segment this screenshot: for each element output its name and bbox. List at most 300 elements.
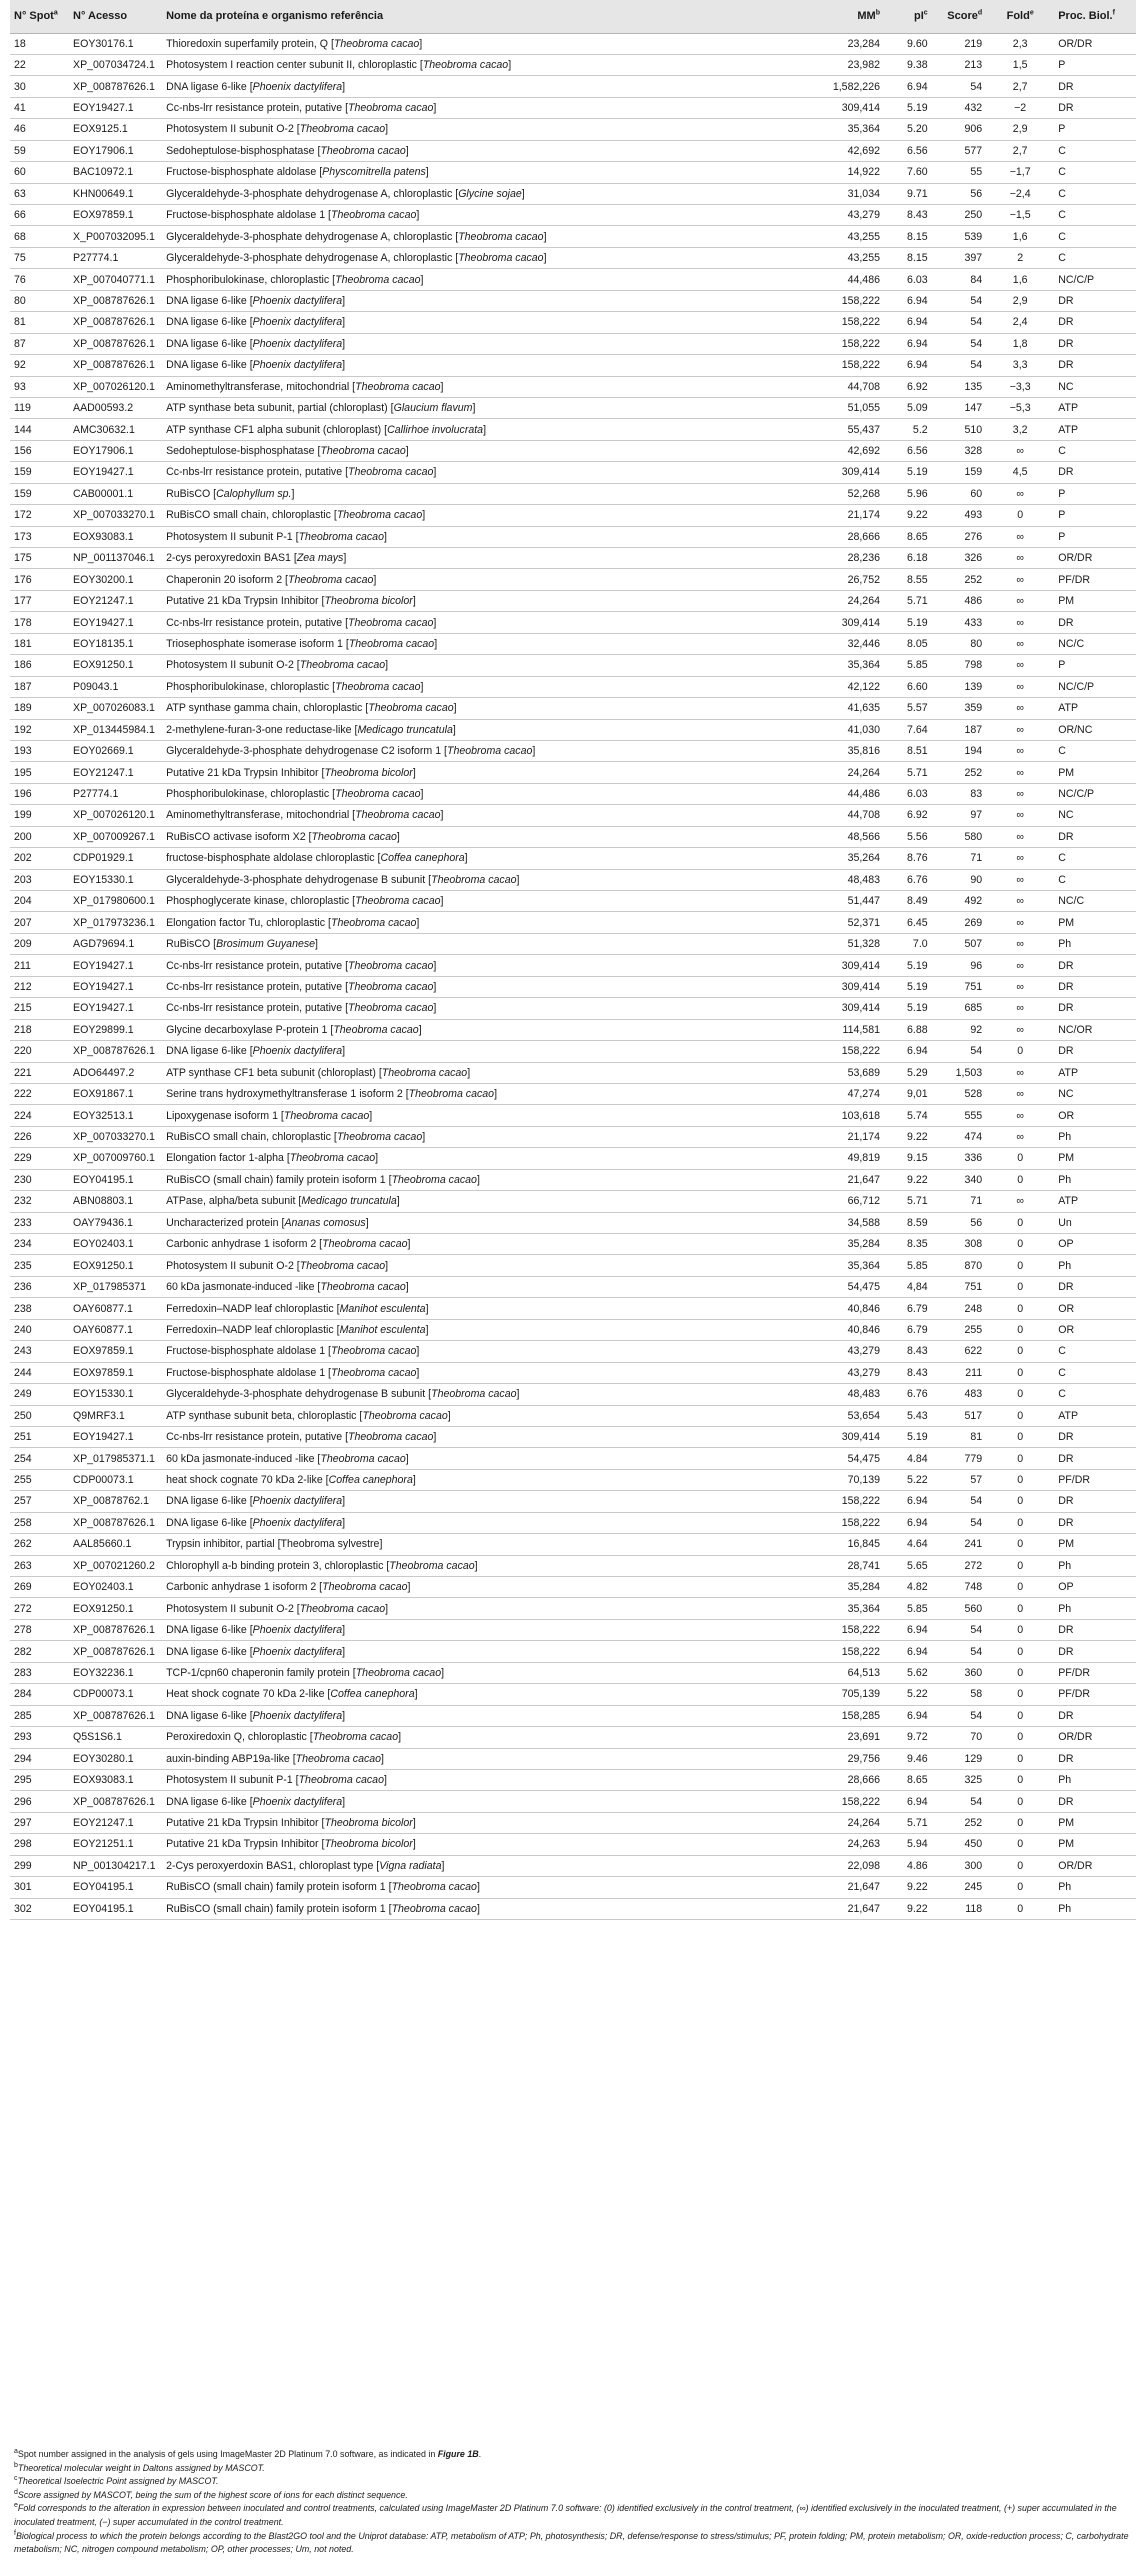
cell-fold: 2,9 (986, 119, 1054, 140)
cell-acesso: EOX97859.1 (69, 205, 162, 226)
cell-nome: Sedoheptulose-bisphosphatase [Theobroma cacao] (162, 440, 782, 461)
cell-score: 159 (932, 462, 986, 483)
table-row (10, 569, 1136, 590)
cell-nome: Putative 21 kDa Trypsin Inhibitor [Theobroma bicolor] (162, 1834, 782, 1855)
organism-name: Glycine sojae (458, 187, 522, 200)
table-row (10, 1641, 1136, 1662)
organism-name: Theobroma cacao (311, 830, 397, 843)
table-row (10, 1662, 1136, 1683)
cell-fold: ∞ (986, 633, 1054, 654)
organism-name: Theobroma cacao (330, 1366, 417, 1379)
table-row (10, 1362, 1136, 1383)
cell-proc: ATP (1054, 1405, 1136, 1426)
cell-fold: ∞ (986, 1105, 1054, 1126)
cell-fold: 0 (986, 1319, 1054, 1340)
protein-name: Serine trans hydroxymethyltransferase 1 isoform 2 (166, 1088, 403, 1101)
cell-mm: 49,819 (782, 1148, 884, 1169)
cell-spot: 294 (10, 1748, 69, 1769)
cell-score: 751 (932, 976, 986, 997)
protein-name: RuBisCO (small chain) family protein isoform 1 (166, 1173, 386, 1186)
header-fold: Fold$^e$ (986, 0, 1054, 33)
table-row (10, 483, 1136, 504)
cell-nome: Photosystem II subunit O-2 [Theobroma cacao] (162, 655, 782, 676)
cell-proc: ATP (1054, 397, 1136, 418)
cell-pi: 9.60 (884, 33, 932, 54)
cell-spot: 18 (10, 33, 69, 54)
protein-name: Photosystem II subunit O-2 (166, 659, 294, 672)
cell-spot: 199 (10, 805, 69, 826)
cell-fold: 0 (986, 1405, 1054, 1426)
cell-nome: Carbonic anhydrase 1 isoform 2 [Theobroma cacao] (162, 1234, 782, 1255)
cell-pi: 5.71 (884, 762, 932, 783)
header-pi: $pI^c$ (884, 0, 932, 33)
cell-nome: Glyceraldehyde-3-phosphate dehydrogenase C2 isoform 1 [Theobroma cacao] (162, 740, 782, 761)
cell-pi: 6.18 (884, 548, 932, 569)
table-row (10, 333, 1136, 354)
cell-mm: 32,446 (782, 633, 884, 654)
cell-score: 580 (932, 826, 986, 847)
cell-mm: 43,279 (782, 205, 884, 226)
cell-mm: 41,635 (782, 698, 884, 719)
cell-spot: 178 (10, 612, 69, 633)
cell-nome: DNA ligase 6-like [Phoenix dactylifera] (162, 333, 782, 354)
table-row (10, 1341, 1136, 1362)
cell-proc: PM (1054, 762, 1136, 783)
cell-score: 248 (932, 1298, 986, 1319)
cell-pi: 6.03 (884, 783, 932, 804)
cell-proc: DR (1054, 1448, 1136, 1469)
table-header (10, 0, 1136, 33)
protein-name: ATPase, alpha/beta subunit (166, 1195, 296, 1208)
table-row (10, 1083, 1136, 1104)
cell-acesso: EOY04195.1 (69, 1898, 162, 1919)
protein-name: DNA ligase 6-like (166, 294, 247, 307)
cell-pi: 9.22 (884, 1126, 932, 1147)
cell-proc: Ph (1054, 1769, 1136, 1790)
cell-nome: Chlorophyll a-b binding protein 3, chloroplastic [Theobroma cacao] (162, 1555, 782, 1576)
cell-pi: 4.84 (884, 1448, 932, 1469)
protein-name: Sedoheptulose-bisphosphatase (166, 144, 315, 157)
table-row (10, 247, 1136, 268)
cell-score: 779 (932, 1448, 986, 1469)
protein-name: RuBisCO (166, 487, 211, 500)
cell-mm: 51,055 (782, 397, 884, 418)
cell-nome: Phosphoglycerate kinase, chloroplastic [Theobroma cacao] (162, 891, 782, 912)
protein-name: Cc-nbs-lrr resistance protein, putative (166, 1431, 343, 1444)
cell-pi: 6.92 (884, 376, 932, 397)
cell-nome: Uncharacterized protein [Ananas comosus] (162, 1212, 782, 1233)
cell-proc: OR/DR (1054, 33, 1136, 54)
cell-fold: ∞ (986, 590, 1054, 611)
organism-name: Glaucium flavum (393, 402, 473, 415)
cell-pi: 6.56 (884, 140, 932, 161)
cell-fold: ∞ (986, 740, 1054, 761)
cell-acesso: NP_001137046.1 (69, 548, 162, 569)
cell-spot: 181 (10, 633, 69, 654)
cell-fold: −1,7 (986, 162, 1054, 183)
cell-nome: DNA ligase 6-like [Phoenix dactylifera] (162, 1041, 782, 1062)
cell-score: 906 (932, 119, 986, 140)
cell-nome: DNA ligase 6-like [Phoenix dactylifera] (162, 355, 782, 376)
cell-fold: ∞ (986, 869, 1054, 890)
cell-fold: 0 (986, 1769, 1054, 1790)
cell-spot: 30 (10, 76, 69, 97)
cell-spot: 159 (10, 462, 69, 483)
organism-name: Theobroma bicolor (324, 1838, 413, 1851)
cell-score: 147 (932, 397, 986, 418)
cell-mm: 158,222 (782, 290, 884, 311)
cell-nome: Aminomethyltransferase, mitochondrial [Theobroma cacao] (162, 805, 782, 826)
cell-acesso: EOY21247.1 (69, 1812, 162, 1833)
cell-score: 276 (932, 526, 986, 547)
cell-fold: 2,7 (986, 76, 1054, 97)
organism-name: Theobroma cacao (295, 1752, 382, 1765)
cell-pi: 6.76 (884, 869, 932, 890)
cell-score: 54 (932, 1619, 986, 1640)
cell-pi: 6.94 (884, 76, 932, 97)
cell-score: 139 (932, 676, 986, 697)
cell-fold: −1,5 (986, 205, 1054, 226)
cell-nome: Fructose-bisphosphate aldolase 1 [Theobroma cacao] (162, 1362, 782, 1383)
protein-name: RuBisCO (small chain) family protein isoform 1 (166, 1881, 386, 1894)
table-row (10, 526, 1136, 547)
cell-acesso: XP_007026120.1 (69, 805, 162, 826)
cell-nome: Heat shock cognate 70 kDa 2-like [Coffea canephora] (162, 1684, 782, 1705)
cell-pi: 6.79 (884, 1298, 932, 1319)
organism-name: Theobroma cacao (333, 37, 420, 50)
cell-acesso: XP_008787626.1 (69, 76, 162, 97)
cell-score: 92 (932, 1019, 986, 1040)
cell-spot: 189 (10, 698, 69, 719)
cell-nome: Fructose-bisphosphate aldolase 1 [Theobroma cacao] (162, 205, 782, 226)
cell-score: 54 (932, 1512, 986, 1533)
cell-acesso: XP_00878762.1 (69, 1491, 162, 1512)
protein-name: ATP synthase CF1 alpha subunit (chloroplast) (166, 423, 382, 436)
cell-proc: Ph (1054, 1555, 1136, 1576)
cell-mm: 158,222 (782, 312, 884, 333)
organism-name: Theobroma bicolor (324, 766, 413, 779)
cell-acesso: XP_007040771.1 (69, 269, 162, 290)
cell-acesso: EOX97859.1 (69, 1362, 162, 1383)
organism-name: Theobroma cacao (458, 252, 544, 265)
cell-fold: 0 (986, 1148, 1054, 1169)
protein-name: 2-cys peroxyredoxin BAS1 (166, 552, 291, 565)
cell-fold: 2,7 (986, 140, 1054, 161)
protein-name: RuBisCO (166, 938, 211, 951)
table-row (10, 1598, 1136, 1619)
cell-pi: 5.94 (884, 1834, 932, 1855)
cell-score: 84 (932, 269, 986, 290)
cell-pi: 6.94 (884, 1791, 932, 1812)
organism-name: Brosimum Guyanese (216, 938, 316, 951)
cell-acesso: EOY02403.1 (69, 1577, 162, 1598)
cell-mm: 29,756 (782, 1748, 884, 1769)
cell-acesso: X_P007032095.1 (69, 226, 162, 247)
cell-score: 325 (932, 1769, 986, 1790)
cell-mm: 309,414 (782, 1426, 884, 1447)
cell-spot: 244 (10, 1362, 69, 1383)
cell-score: 56 (932, 183, 986, 204)
cell-fold: ∞ (986, 719, 1054, 740)
cell-fold: 2 (986, 247, 1054, 268)
cell-score: 748 (932, 1577, 986, 1598)
protein-name: Cc-nbs-lrr resistance protein, putative (166, 980, 343, 993)
cell-mm: 42,122 (782, 676, 884, 697)
protein-name: Triosephosphate isomerase isoform 1 (166, 637, 343, 650)
cell-proc: Ph (1054, 1169, 1136, 1190)
table-row (10, 1212, 1136, 1233)
protein-name: Fructose-bisphosphate aldolase 1 (166, 1345, 326, 1358)
protein-name: Thioredoxin superfamily protein, Q (166, 37, 329, 50)
cell-pi: 5.57 (884, 698, 932, 719)
cell-score: 326 (932, 548, 986, 569)
cell-mm: 28,666 (782, 526, 884, 547)
organism-name: Theobroma cacao (299, 123, 386, 136)
cell-pi: 8.51 (884, 740, 932, 761)
table-row (10, 1298, 1136, 1319)
cell-pi: 8.05 (884, 633, 932, 654)
cell-score: 269 (932, 912, 986, 933)
cell-mm: 158,222 (782, 1491, 884, 1512)
table-row (10, 1534, 1136, 1555)
cell-fold: 0 (986, 1577, 1054, 1598)
cell-fold: ∞ (986, 998, 1054, 1019)
cell-spot: 193 (10, 740, 69, 761)
cell-acesso: XP_013445984.1 (69, 719, 162, 740)
organism-name: Theobroma cacao (446, 745, 533, 758)
protein-table (10, 0, 1136, 1920)
footnote-d: $^d$Score assigned by MASCOT, being the sum of the highest score of ions for each distinct sequence. (14, 2488, 408, 2500)
cell-score: 129 (932, 1748, 986, 1769)
cell-pi: 6.79 (884, 1319, 932, 1340)
cell-mm: 1,582,226 (782, 76, 884, 97)
protein-name: Uncharacterized protein (166, 1216, 279, 1229)
cell-pi: 5.19 (884, 998, 932, 1019)
protein-name: Photosystem II subunit P-1 (166, 530, 293, 543)
cell-nome: fructose-bisphosphate aldolase chloroplastic [Coffea canephora] (162, 848, 782, 869)
cell-score: 252 (932, 569, 986, 590)
cell-mm: 26,752 (782, 569, 884, 590)
table-row (10, 1169, 1136, 1190)
cell-spot: 262 (10, 1534, 69, 1555)
cell-pi: 5.85 (884, 655, 932, 676)
protein-name: DNA ligase 6-like (166, 1516, 247, 1529)
cell-spot: 283 (10, 1662, 69, 1683)
cell-proc: NC/C (1054, 891, 1136, 912)
cell-pi: 4,84 (884, 1276, 932, 1297)
cell-pi: 5.62 (884, 1662, 932, 1683)
cell-nome: Glycine decarboxylase P-protein 1 [Theobroma cacao] (162, 1019, 782, 1040)
protein-name: DNA ligase 6-like (166, 316, 247, 329)
cell-score: 83 (932, 783, 986, 804)
header-mm: $MM^b$ (782, 0, 884, 33)
cell-nome: RuBisCO [Brosimum Guyanese] (162, 933, 782, 954)
cell-pi: 6.76 (884, 1384, 932, 1405)
cell-mm: 35,364 (782, 655, 884, 676)
cell-acesso: EOX91250.1 (69, 655, 162, 676)
cell-nome: Photosystem II subunit P-1 [Theobroma cacao] (162, 1769, 782, 1790)
cell-acesso: XP_007021260.2 (69, 1555, 162, 1576)
cell-proc: OR/DR (1054, 1727, 1136, 1748)
organism-name: Coffea canephora (328, 1474, 413, 1487)
cell-proc: DR (1054, 1748, 1136, 1769)
cell-pi: 8.15 (884, 226, 932, 247)
protein-name: Cc-nbs-lrr resistance protein, putative (166, 102, 343, 115)
cell-spot: 226 (10, 1126, 69, 1147)
protein-name: Sedoheptulose-bisphosphatase (166, 445, 315, 458)
cell-acesso: XP_008787626.1 (69, 290, 162, 311)
cell-fold: ∞ (986, 1126, 1054, 1147)
cell-fold: ∞ (986, 912, 1054, 933)
cell-score: 55 (932, 162, 986, 183)
cell-pi: 7.64 (884, 719, 932, 740)
cell-proc: DR (1054, 1705, 1136, 1726)
cell-acesso: BAC10972.1 (69, 162, 162, 183)
cell-fold: 0 (986, 1491, 1054, 1512)
cell-score: 433 (932, 612, 986, 633)
cell-acesso: XP_017980600.1 (69, 891, 162, 912)
organism-name: Theobroma cacao (408, 1088, 495, 1101)
table-row (10, 1555, 1136, 1576)
cell-acesso: XP_007026083.1 (69, 698, 162, 719)
organism-name: Theobroma cacao (330, 1345, 417, 1358)
cell-fold: 0 (986, 1705, 1054, 1726)
organism-name: Theobroma cacao (333, 1023, 419, 1036)
cell-proc: PM (1054, 912, 1136, 933)
cell-nome: ATP synthase gamma chain, chloroplastic [Theobroma cacao] (162, 698, 782, 719)
cell-score: 359 (932, 698, 986, 719)
cell-acesso: EOY21251.1 (69, 1834, 162, 1855)
cell-proc: Ph (1054, 1598, 1136, 1619)
table-row (10, 376, 1136, 397)
cell-spot: 230 (10, 1169, 69, 1190)
protein-name: Photosystem II subunit O-2 (166, 1259, 294, 1272)
cell-score: 340 (932, 1169, 986, 1190)
cell-fold: ∞ (986, 548, 1054, 569)
table-row (10, 1619, 1136, 1640)
cell-score: 300 (932, 1855, 986, 1876)
cell-fold: ∞ (986, 976, 1054, 997)
cell-nome: RuBisCO small chain, chloroplastic [Theobroma cacao] (162, 505, 782, 526)
cell-spot: 243 (10, 1341, 69, 1362)
protein-name: Carbonic anhydrase 1 isoform 2 (166, 1581, 317, 1594)
organism-name: Phoenix dactylifera (252, 1624, 343, 1637)
cell-nome: Serine trans hydroxymethyltransferase 1 isoform 2 [Theobroma cacao] (162, 1083, 782, 1104)
cell-pi: 6.94 (884, 355, 932, 376)
organism-name: Theobroma cacao (322, 1581, 408, 1594)
cell-fold: 0 (986, 1298, 1054, 1319)
cell-fold: 0 (986, 1727, 1054, 1748)
protein-name: Photosystem II subunit P-1 (166, 1774, 293, 1787)
organism-name: Phoenix dactylifera (252, 316, 343, 329)
organism-name: Ananas comosus (284, 1216, 366, 1229)
protein-name: Putative 21 kDa Trypsin Inhibitor (166, 1817, 319, 1830)
cell-acesso: XP_017985371 (69, 1276, 162, 1297)
cell-nome: Sedoheptulose-bisphosphatase [Theobroma cacao] (162, 140, 782, 161)
cell-fold: 0 (986, 1662, 1054, 1683)
table-row (10, 397, 1136, 418)
cell-score: 194 (932, 740, 986, 761)
table-row (10, 783, 1136, 804)
cell-spot: 202 (10, 848, 69, 869)
cell-fold: ∞ (986, 1019, 1054, 1040)
organism-name: Theobroma cacao (299, 1602, 386, 1615)
cell-score: 71 (932, 1191, 986, 1212)
cell-spot: 68 (10, 226, 69, 247)
cell-pi: 5.71 (884, 1191, 932, 1212)
cell-proc: DR (1054, 1791, 1136, 1812)
cell-proc: ATP (1054, 1191, 1136, 1212)
table-row (10, 1426, 1136, 1447)
cell-acesso: EOY29899.1 (69, 1019, 162, 1040)
cell-fold: ∞ (986, 783, 1054, 804)
organism-name: Phoenix dactylifera (252, 1516, 343, 1529)
cell-fold: ∞ (986, 483, 1054, 504)
protein-name: Elongation factor 1-alpha (166, 1152, 284, 1165)
footnote-c: $^c$Theoretical Isoelectric Point assigned by MASCOT. (14, 2475, 219, 2487)
organism-name: Theobroma cacao (348, 1002, 434, 1015)
organism-name: Theobroma cacao (431, 1388, 517, 1401)
cell-acesso: OAY79436.1 (69, 1212, 162, 1233)
cell-pi: 8.43 (884, 1362, 932, 1383)
cell-spot: 285 (10, 1705, 69, 1726)
cell-spot: 172 (10, 505, 69, 526)
protein-name: ATP synthase CF1 beta subunit (chloroplast) (166, 1066, 376, 1079)
cell-nome: Photosystem II subunit P-1 [Theobroma cacao] (162, 526, 782, 547)
table-row (10, 1705, 1136, 1726)
cell-acesso: P27774.1 (69, 247, 162, 268)
cell-nome: 2-methylene-furan-3-one reductase-like [Medicago truncatula] (162, 719, 782, 740)
cell-proc: P (1054, 119, 1136, 140)
cell-pi: 6.56 (884, 440, 932, 461)
cell-mm: 34,588 (782, 1212, 884, 1233)
cell-proc: NC/C/P (1054, 269, 1136, 290)
table-row (10, 933, 1136, 954)
cell-spot: 295 (10, 1769, 69, 1790)
cell-mm: 43,255 (782, 247, 884, 268)
cell-nome: Trypsin inhibitor, partial [Theobroma sylvestre] (162, 1534, 782, 1555)
cell-nome: RuBisCO (small chain) family protein isoform 1 [Theobroma cacao] (162, 1169, 782, 1190)
cell-spot: 233 (10, 1212, 69, 1233)
cell-proc: C (1054, 740, 1136, 761)
cell-nome: Photosystem II subunit O-2 [Theobroma cacao] (162, 1255, 782, 1276)
cell-score: 57 (932, 1469, 986, 1490)
cell-acesso: EOY19427.1 (69, 1426, 162, 1447)
cell-score: 622 (932, 1341, 986, 1362)
cell-acesso: EOY19427.1 (69, 976, 162, 997)
protein-name: Aminomethyltransferase, mitochondrial (166, 380, 350, 393)
cell-fold: 0 (986, 1255, 1054, 1276)
cell-mm: 24,263 (782, 1834, 884, 1855)
protein-name: Carbonic anhydrase 1 isoform 2 (166, 1238, 317, 1251)
cell-nome: Photosystem II subunit O-2 [Theobroma cacao] (162, 119, 782, 140)
cell-proc: NC/C (1054, 633, 1136, 654)
table-row (10, 976, 1136, 997)
cell-mm: 54,475 (782, 1276, 884, 1297)
organism-name: Theobroma cacao (348, 637, 435, 650)
cell-spot: 204 (10, 891, 69, 912)
cell-proc: P (1054, 505, 1136, 526)
protein-name: Cc-nbs-lrr resistance protein, putative (166, 466, 343, 479)
table-row (10, 740, 1136, 761)
organism-name: Zea mays (296, 552, 344, 565)
cell-nome: Cc-nbs-lrr resistance protein, putative [Theobroma cacao] (162, 462, 782, 483)
cell-fold: 0 (986, 1534, 1054, 1555)
cell-pi: 9.71 (884, 183, 932, 204)
cell-fold: ∞ (986, 440, 1054, 461)
cell-pi: 8.76 (884, 848, 932, 869)
table-row (10, 1062, 1136, 1083)
